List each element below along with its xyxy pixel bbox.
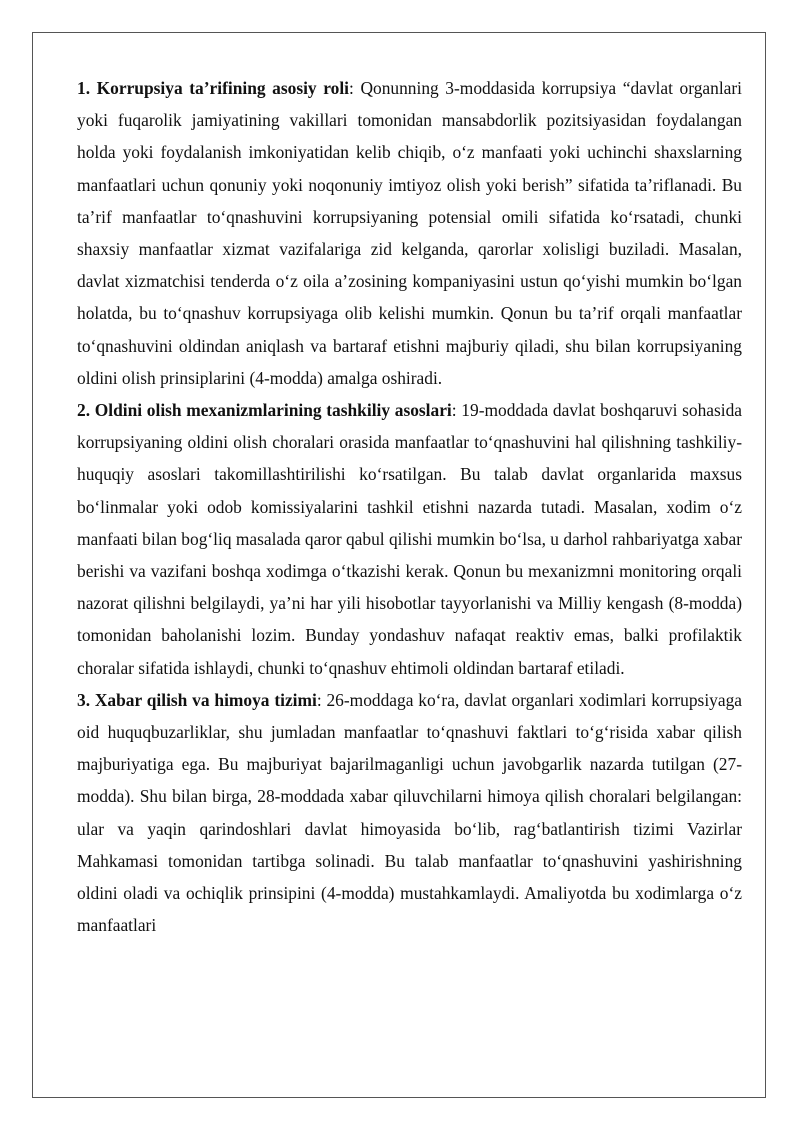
section-text: 26-moddaga ko‘ra, davlat organlari xodimlari korrupsiyaga oid huquqbuzarliklar, shu jumladan manfaatlar to‘qnashuvi faktlari to‘g‘risida xabar qilish majburiyatiga ega. Bu majburiyat bajarilmaganligi uchun javobgarlik nazarda tutilgan (27-modda). Shu bilan birga, 28-moddada xabar qiluvchilarni himoya qilish choralari belgilangan: ular va yaqin qarindoshlari davlat himoyasida bo‘lib, rag‘batlantirish tizimi Vazirlar Mahkamasi tomonidan tartibga solinadi. Bu talab manfaatlar to‘qnashuvini yashirishning oldini oladi va ochiqlik prinsipini (4-modda) mustahkamlaydi. Amaliyotda bu xodimlarga o‘z manfaatlari — [77, 689, 742, 936]
section-text: Qonunning 3-moddasida korrupsiya “davlat organlari yoki fuqarolik jamiyatining vakillari tomonidan mansabdorlik pozitsiyasidan foydalangan holda yoki foydalanish imkoniyatidan kelib chiqib, o‘z manfaati yoki uchinchi shaxslarning manfaatlari uchun qonuniy yoki noqonuniy imtiyoz olish yoki berish” sifatida ta’riflanadi. Bu ta’rif manfaatlar to‘qnashuvini korrupsiyaning potensial omili sifatida ko‘rsatadi, chunki shaxsiy manfaatlar xizmat vazifalariga zid kelganda, qarorlar xolisligi buziladi. Masalan, davlat xizmatchisi tenderda o‘z oila a’zosining kompaniyasini ustun qo‘yishi mumkin bo‘lgan holatda, bu to‘qnashuv korrupsiyaga olib kelishi mumkin. Qonun bu ta’rif orqali manfaatlar to‘qnashuvini oldindan aniqlash va bartaraf etishni majburiy qiladi, shu bilan korrupsiyaning oldini olish prinsiplarini (4-modda) amalga oshiradi. — [77, 78, 742, 388]
section-paragraph — [77, 72, 742, 394]
document-body — [77, 72, 742, 941]
section-heading: 1. Korrupsiya ta’rifining asosiy roli — [77, 78, 349, 98]
section-text: 19-moddada davlat boshqaruvi sohasida korrupsiyaning oldini olish choralari orasida manfaatlar to‘qnashuvini hal qilishning tashkiliy-huquqiy asoslari takomillashtirilishi ko‘rsatilgan. Bu talab davlat organlarida maxsus bo‘linmalar yoki odob komissiyalarini tashkil etishni nazarda tutadi. Masalan, xodim o‘z manfaati bilan bog‘liq masalada qaror qabul qilishi mumkin bo‘lsa, u darhol rahbariyatga xabar berishi va vazifani boshqa xodimga o‘tkazishi kerak. Qonun bu mexanizmni monitoring orqali nazorat qilishni belgilaydi, ya’ni har yili hisobotlar tayyorlanishi va Milliy kengash (8-modda) tomonidan baholanishi lozim. Bunday yondashuv nafaqat reaktiv emas, balki profilaktik choralar sifatida ishlaydi, chunki to‘qnashuv ehtimoli oldindan bartaraf etiladi. — [77, 400, 743, 678]
section-paragraph — [77, 394, 742, 684]
section-paragraph — [77, 684, 742, 942]
heading-separator: : — [451, 400, 457, 421]
heading-separator: : — [349, 78, 354, 98]
section-heading: 3. Xabar qilish va himoya tizimi — [77, 689, 317, 710]
heading-separator: : — [316, 689, 322, 710]
section-heading: 2. Oldini olish mexanizmlarining tashkiliy asoslari — [77, 400, 452, 421]
